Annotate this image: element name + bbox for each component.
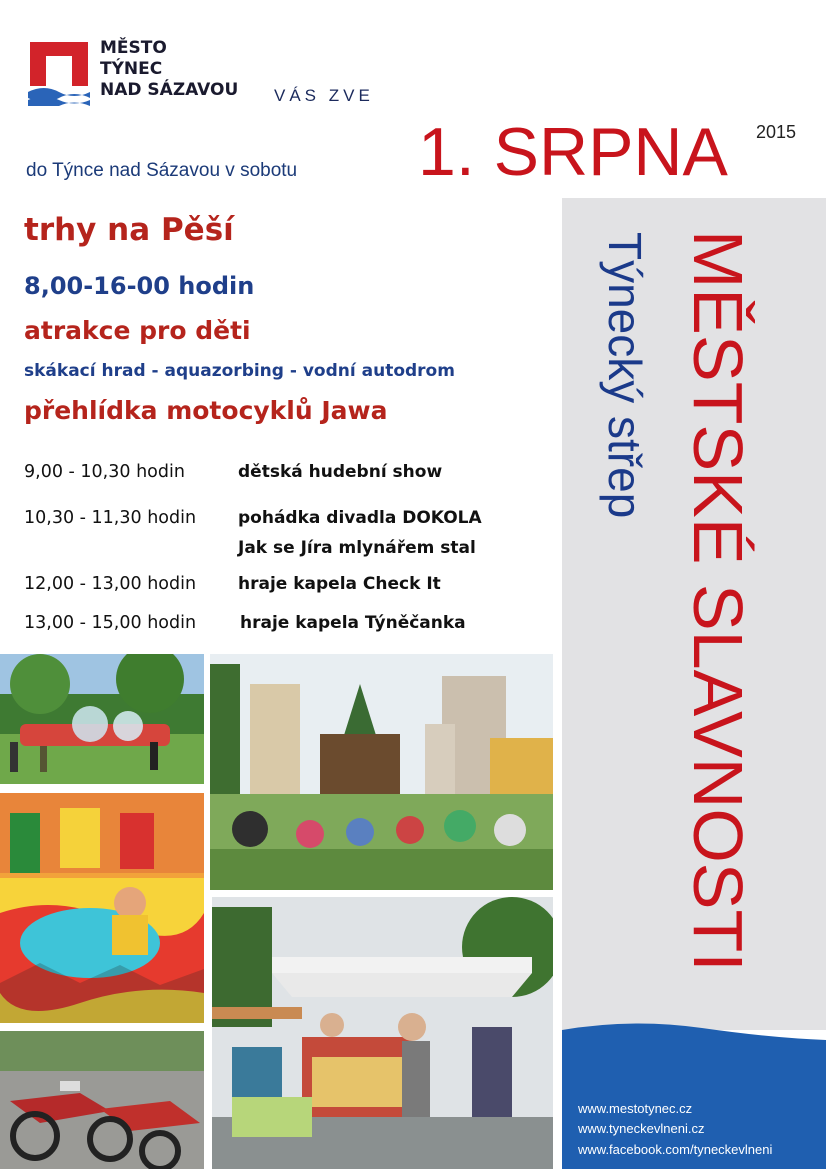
invite-text: VÁS ZVE [274,86,374,105]
event-year: 2015 [756,122,797,142]
photo-jawa-motorcycles [0,1031,204,1169]
website-link[interactable]: www.mestotynec.cz [578,1101,693,1116]
intro-text: do Týnce nad Sázavou v sobotu [26,160,298,181]
attractions-list: skákací hrad - aquazorbing - vodní autodrom [24,361,455,381]
website-link[interactable]: www.facebook.com/tyneckevlneni [578,1142,773,1157]
headline-kids: atrakce pro děti [24,316,251,345]
schedule-event: pohádka divadla DOKOLA [238,508,482,528]
photo-market-stalls [212,897,553,1169]
logo-line-2: TÝNEC [100,59,163,79]
website-link[interactable]: www.tyneckevlneni.cz [578,1121,705,1136]
photo-park-attractions [0,654,204,784]
headline-market: trhy na Pěší [24,212,234,248]
city-logo-icon [28,40,90,106]
photo-stage-crowd [210,654,553,890]
festival-subtitle: Týnecký střep [599,232,651,519]
schedule-event: dětská hudební show [238,462,443,482]
schedule-event: hraje kapela Týněčanka [240,613,466,633]
headline-jawa: přehlídka motocyklů Jawa [24,396,388,425]
schedule-event: hraje kapela Check It [238,574,441,594]
logo-wordmark [100,38,238,101]
schedule-time: 9,00 - 10,30 hodin [24,462,185,482]
logo-line-1: MĚSTO [100,38,167,58]
schedule-time: 13,00 - 15,00 hodin [24,613,197,633]
event-date: 1. SRPNA [418,114,728,190]
schedule-time: 12,00 - 13,00 hodin [24,574,197,594]
festival-title: MĚSTSKÉ SLAVNOSTI [679,230,757,972]
schedule-event-subtitle: Jak se Jíra mlynářem stal [238,538,476,558]
logo-line-3: NAD SÁZAVOU [100,80,239,100]
photo-bouncy-castle [0,793,204,1023]
market-hours: 8,00-16-00 hodin [24,272,255,300]
schedule-time: 10,30 - 11,30 hodin [24,508,197,528]
